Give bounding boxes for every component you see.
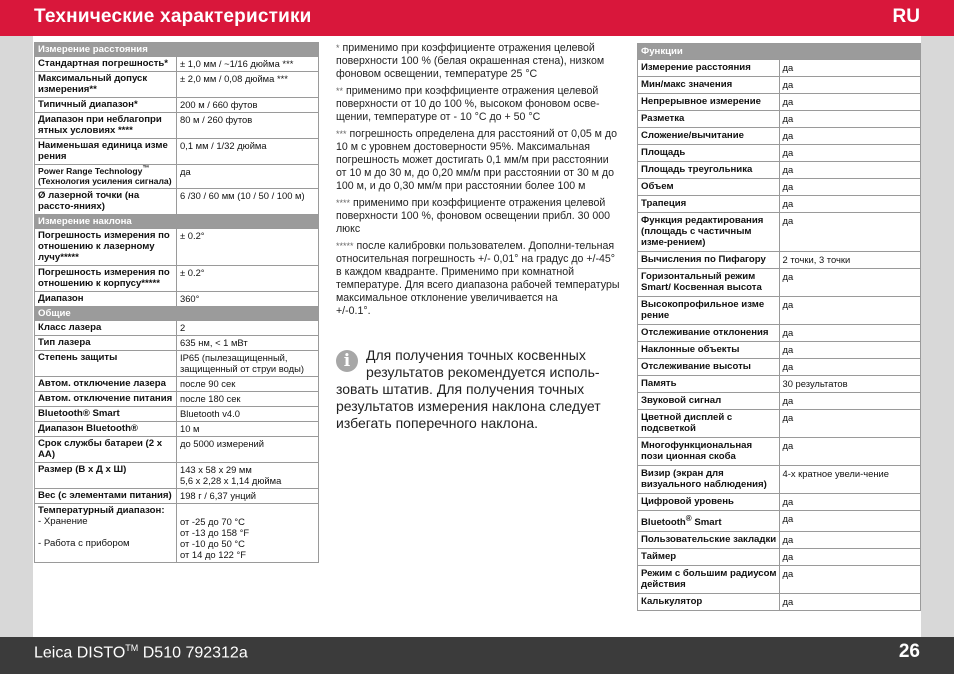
function-value: да — [779, 162, 921, 179]
info-note — [336, 347, 620, 432]
footnote-mark: * — [336, 43, 340, 53]
row-label: Срок службы батареи (2 x AA) — [35, 437, 177, 463]
table-row — [638, 269, 921, 297]
table-row — [638, 594, 921, 611]
table-row — [638, 532, 921, 549]
function-label-text: Разметка — [641, 113, 685, 124]
function-label — [638, 94, 780, 111]
function-label-text: Наклонные объекты — [641, 344, 740, 355]
function-label — [638, 297, 780, 325]
table-row — [35, 422, 319, 437]
function-value: да — [779, 213, 921, 252]
row-value: 80 м / 260 футов — [177, 113, 319, 139]
table-row — [35, 113, 319, 139]
table-row — [638, 342, 921, 359]
footnote-4 — [336, 197, 620, 236]
footnote-2 — [336, 85, 620, 124]
row-value: 0,1 мм / 1/32 дюйма — [177, 139, 319, 165]
function-label — [638, 393, 780, 410]
table-row — [35, 139, 319, 165]
footnote-mark: ** — [336, 86, 344, 96]
function-label-text: Отслеживание отклонения — [641, 327, 769, 338]
function-label-text: Калькулятор — [641, 596, 703, 608]
function-label — [638, 77, 780, 94]
function-value: 2 точки, 3 точки — [779, 252, 921, 269]
function-value: да — [779, 549, 921, 566]
function-value: да — [779, 438, 921, 466]
function-label — [638, 60, 780, 77]
table-row — [638, 359, 921, 376]
function-value: да — [779, 532, 921, 549]
footnote-text: применимо при коэффициенте отражения целевой поверхности 100 %, фоновом освещении прибл. 30 000 люкс — [336, 197, 611, 235]
function-label — [638, 438, 780, 466]
spec-table — [34, 42, 319, 563]
language-code: RU — [892, 6, 920, 27]
function-label — [638, 594, 780, 611]
row-label: Диапазон при неблагопри ятных условиях **** — [35, 113, 177, 139]
document-id — [34, 643, 248, 662]
row-label: Автом. отключение лазера — [35, 377, 177, 392]
prt-tm: ™ — [142, 165, 150, 173]
function-value: да — [779, 393, 921, 410]
function-label-text: Звуковой сигнал — [641, 395, 722, 406]
table-row — [638, 325, 921, 342]
section-header — [35, 307, 319, 321]
function-value: да — [779, 511, 921, 532]
row-value: ± 0.2° — [177, 266, 319, 292]
row-value: 635 нм, < 1 мВт — [177, 336, 319, 351]
row-label: Степень защиты — [35, 351, 177, 377]
prt-sub: (Технология усиления сигнала) — [38, 176, 172, 186]
table-row — [638, 111, 921, 128]
footnote-text: погрешность определена для расстояний от 0,05 м до 10 м с уровнем достоверности 95%. Максимальная погрешность может достигать 0,1 мм/м при расстоянии от 10 м до 30 м, до 0,20 мм/м при расстоянии от 30 м до 100 м, и до 0,30 мм/м при расстоянии более 100 м — [336, 128, 617, 192]
functions-rows — [638, 60, 921, 611]
functions-table — [637, 43, 921, 611]
page-number: 26 — [898, 641, 920, 662]
functions-table-container — [637, 43, 921, 611]
temp-work-f: от 14 до 122 °F — [180, 549, 246, 560]
function-label — [638, 494, 780, 511]
table-row — [638, 179, 921, 196]
function-value: да — [779, 325, 921, 342]
table-row — [35, 229, 319, 266]
function-label — [638, 213, 780, 252]
row-value: 2 — [177, 321, 319, 336]
table-row — [35, 377, 319, 392]
page-title: Технические характеристики — [34, 6, 312, 27]
footnote-text-end: +/-0.1°. — [336, 305, 371, 317]
table-row — [35, 266, 319, 292]
row-label: Размер (В х Д х Ш) — [35, 463, 177, 489]
function-label — [638, 162, 780, 179]
table-row — [638, 438, 921, 466]
row-value: ± 1,0 мм / ~1/16 дюйма *** — [177, 57, 319, 72]
function-value: да — [779, 196, 921, 213]
row-label: Погрешность измерения по отношению к лазерному лучу***** — [35, 229, 177, 266]
temp-storage-label: - Хранение — [38, 516, 88, 527]
table-row — [638, 376, 921, 393]
table-row — [35, 392, 319, 407]
function-label — [638, 359, 780, 376]
row-value: 10 м — [177, 422, 319, 437]
function-label — [638, 196, 780, 213]
right-margin-band — [921, 36, 954, 637]
table-row — [638, 128, 921, 145]
function-value: да — [779, 297, 921, 325]
table-row — [638, 393, 921, 410]
row-label: Диапазон Bluetooth® — [35, 422, 177, 437]
distance-header: Измерение расстояния — [35, 43, 319, 57]
temp-storage-c: от -25 до 70 °C — [180, 516, 245, 527]
function-label-text: Объем — [641, 181, 674, 192]
function-label-text: Отслеживание высоты — [641, 361, 751, 372]
row-value: 360° — [177, 292, 319, 307]
row-value — [177, 463, 319, 489]
info-text: Для получения точных косвенных результатов рекомендуется исполь-зовать штатив. Для получения точных результатов измерения наклона следует избегать поперечного наклона. — [336, 347, 601, 431]
function-value: да — [779, 269, 921, 297]
footnote-text: применимо при коэффициенте отражения целевой поверхности 100 % (белая окрашенная стена), низком фоновом освещении, температуре 25 °C — [336, 42, 605, 80]
row-value: да — [177, 165, 319, 189]
registered-mark: ® — [685, 514, 692, 523]
functions-header: Функции — [638, 44, 921, 60]
row-value — [177, 504, 319, 563]
section-header — [638, 44, 921, 60]
function-label — [638, 466, 780, 494]
function-value: да — [779, 77, 921, 94]
function-value: да — [779, 111, 921, 128]
header-bar — [0, 0, 954, 36]
table-row — [638, 213, 921, 252]
row-label: Вес (с элементами питания) — [35, 489, 177, 504]
function-label-text: Визир (экран для визуального наблюдения) — [641, 468, 767, 490]
function-label — [638, 179, 780, 196]
spec-table-container — [34, 42, 319, 563]
temp-work-c: от -10 до 50 °C — [180, 538, 245, 549]
table-row — [35, 98, 319, 113]
function-label-text: Высокопрофильное изме рение — [641, 299, 765, 321]
function-label-text: Цветной дисплей с подсветкой — [641, 412, 733, 434]
row-label: Bluetooth® Smart — [35, 407, 177, 422]
row-label: Ø лазерной точки (на рассто-яниях) — [35, 189, 177, 215]
function-label — [638, 252, 780, 269]
tilt-header: Измерение наклона — [35, 215, 319, 229]
function-label-text: Трапеция — [641, 198, 687, 209]
function-label-text: Bluetooth — [641, 517, 686, 529]
function-label — [638, 566, 780, 594]
function-label-text: Память — [641, 378, 677, 389]
function-value: 30 результатов — [779, 376, 921, 393]
function-label-text: Сложение/вычитание — [641, 130, 744, 141]
row-value: Bluetooth v4.0 — [177, 407, 319, 422]
function-label-text: Вычисления по Пифагору — [641, 254, 766, 265]
row-label: Автом. отключение питания — [35, 392, 177, 407]
table-row — [35, 463, 319, 489]
left-margin-band — [0, 36, 33, 637]
function-label — [638, 376, 780, 393]
function-value: да — [779, 179, 921, 196]
function-label-text: Многофункциональная пози ционная скоба — [641, 440, 753, 462]
function-label-text: Режим с большим радиусом действия — [641, 568, 777, 591]
function-label-text: Площадь треугольника — [641, 164, 753, 175]
table-row — [35, 189, 319, 215]
temp-work-label: - Работа с прибором — [38, 538, 130, 549]
trademark: TM — [125, 643, 139, 653]
footnote-mark: **** — [336, 198, 351, 208]
function-value: да — [779, 566, 921, 594]
row-value: до 5000 измерений — [177, 437, 319, 463]
function-label — [638, 111, 780, 128]
function-label — [638, 342, 780, 359]
footnote-text: после калибровки пользователем. Дополни-тельная относительная погрешность +/- 0,01° на градус до +/-45° в каждом квадранте. Применимо при комнатной температуре. Для всего диапазона рабочей температуры максимальное отклонение увеличивается на — [336, 240, 620, 304]
function-value: да — [779, 494, 921, 511]
footnote-mark: ***** — [336, 241, 354, 251]
function-label-text: Непрерывное измерение — [641, 96, 761, 107]
table-row — [638, 410, 921, 438]
row-label: Максимальный допуск измерения** — [35, 72, 177, 98]
function-value: да — [779, 342, 921, 359]
footnote-3 — [336, 128, 620, 193]
row-label — [35, 504, 177, 563]
table-row — [35, 321, 319, 336]
table-row — [35, 504, 319, 563]
product-name: Leica DISTO — [34, 644, 126, 662]
temp-label: Температурный диапазон: — [38, 505, 165, 516]
function-value: да — [779, 410, 921, 438]
function-label-text: Функция редактирования (площадь с частичным изме-рением) — [641, 215, 764, 248]
row-value: 200 м / 660 футов — [177, 98, 319, 113]
row-label: Стандартная погрешность* — [35, 57, 177, 72]
function-label — [638, 511, 780, 532]
row-label: Наименьшая единица изме рения — [35, 139, 177, 165]
section-header — [35, 43, 319, 57]
temp-storage-f: от -13 до 158 °F — [180, 527, 250, 538]
function-label-text: Измерение расстояния — [641, 62, 751, 73]
row-value: после 180 сек — [177, 392, 319, 407]
row-value: ± 2,0 мм / 0,08 дюйма *** — [177, 72, 319, 98]
function-label — [638, 145, 780, 162]
function-value: 4-х кратное увели-чение — [779, 466, 921, 494]
row-label: Погрешность измерения по отношению к корпусу***** — [35, 266, 177, 292]
function-label-text: Пользовательские закладки — [641, 534, 777, 546]
row-label — [35, 165, 177, 189]
function-value: да — [779, 594, 921, 611]
table-row — [638, 549, 921, 566]
section-header — [35, 215, 319, 229]
table-row — [638, 162, 921, 179]
row-value: после 90 сек — [177, 377, 319, 392]
footnote-text: применимо при коэффициенте отражения целевой поверхности от 10 до 100 %, высоком фоновом осве-щении, температуре от - 10 °C до + 50 °C — [336, 85, 600, 123]
function-label — [638, 549, 780, 566]
table-row — [35, 165, 319, 189]
table-row — [638, 511, 921, 532]
table-row — [638, 145, 921, 162]
function-value: да — [779, 145, 921, 162]
model-code: D510 792312a — [138, 644, 248, 662]
function-label-text: Мин/макс значения — [641, 79, 733, 90]
function-label — [638, 532, 780, 549]
function-value: да — [779, 359, 921, 376]
table-row — [638, 566, 921, 594]
row-value: 6 /30 / 60 мм (10 / 50 / 100 м) — [177, 189, 319, 215]
function-label — [638, 325, 780, 342]
footer-bar — [0, 637, 954, 674]
table-row — [638, 77, 921, 94]
table-row — [638, 196, 921, 213]
table-row — [35, 437, 319, 463]
table-row — [35, 489, 319, 504]
size-imperial: 5,6 х 2,28 х 1,14 дюйма — [180, 475, 282, 486]
table-row — [35, 407, 319, 422]
row-value: IP65 (пылезащищенный, защищенный от струи воды) — [177, 351, 319, 377]
size-metric: 143 х 58 х 29 мм — [180, 464, 252, 475]
table-row — [35, 336, 319, 351]
row-label: Класс лазера — [35, 321, 177, 336]
row-value: 198 г / 6,37 унций — [177, 489, 319, 504]
function-label — [638, 128, 780, 145]
table-row — [638, 494, 921, 511]
table-row — [638, 252, 921, 269]
table-row — [35, 57, 319, 72]
table-row — [35, 72, 319, 98]
function-label-text: Площадь — [641, 147, 686, 158]
table-row — [35, 351, 319, 377]
function-label-text: Горизонтальный режим Smart/ Косвенная высота — [641, 271, 762, 293]
footnote-5 — [336, 240, 620, 318]
table-row — [638, 297, 921, 325]
table-row — [638, 94, 921, 111]
function-label — [638, 269, 780, 297]
footnote-mark: *** — [336, 129, 347, 139]
row-value: ± 0.2° — [177, 229, 319, 266]
row-label: Типичный диапазон* — [35, 98, 177, 113]
function-label-text: Цифровой уровень — [641, 496, 734, 507]
table-row — [35, 292, 319, 307]
table-row — [638, 60, 921, 77]
prt-label: Power Range Technology — [38, 166, 143, 176]
info-icon: i — [336, 350, 358, 372]
footnote-1 — [336, 42, 620, 81]
footnotes — [336, 42, 620, 322]
function-label-text: Таймер — [641, 551, 677, 563]
row-label: Тип лазера — [35, 336, 177, 351]
function-value: да — [779, 128, 921, 145]
table-row — [638, 466, 921, 494]
function-value: да — [779, 94, 921, 111]
function-value: да — [779, 60, 921, 77]
function-label — [638, 410, 780, 438]
row-label: Диапазон — [35, 292, 177, 307]
general-header: Общие — [35, 307, 319, 321]
function-label-suffix: Smart — [691, 517, 722, 529]
